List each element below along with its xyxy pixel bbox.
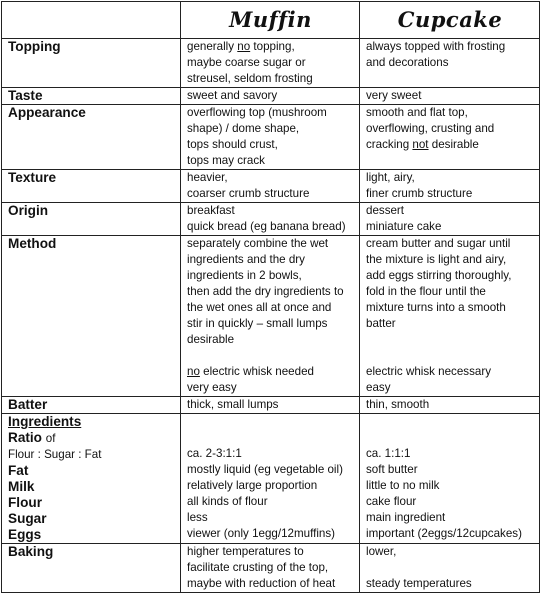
- text-line: overflowing, crusting and: [366, 122, 495, 135]
- text-line: electric whisk necessary: [366, 365, 491, 378]
- text-line: little to no milk: [366, 479, 440, 492]
- text-line: important (2eggs/12cupcakes): [366, 527, 522, 540]
- text-line: dessert: [366, 204, 405, 217]
- header-muffin: Muffin: [181, 2, 360, 39]
- row-batter: [2, 397, 540, 414]
- text-line: ca. 1:1:1: [366, 447, 411, 460]
- text-line: fold in the flour until the: [366, 285, 486, 298]
- text-line: add eggs stirring thoroughly,: [366, 269, 512, 282]
- row-label-method: Method: [2, 236, 181, 397]
- spacer: [366, 348, 534, 364]
- row-label-origin: Origin: [2, 203, 181, 236]
- text-line: and decorations: [366, 56, 449, 69]
- text-line: steady temperatures: [366, 577, 472, 590]
- header-blank-cell: [2, 2, 181, 39]
- underlined-word: not: [412, 138, 429, 151]
- text-line: tops should crust,: [187, 138, 278, 151]
- muffin-ingredients: [181, 414, 360, 544]
- row-label-texture: Texture: [2, 170, 181, 203]
- text-line: cream butter and sugar until: [366, 237, 511, 250]
- muffin-baking: [181, 544, 360, 593]
- ingredient-fat-label: Fat: [8, 463, 29, 478]
- cupcake-batter: [360, 397, 540, 414]
- muffin-topping: [181, 39, 360, 88]
- muffin-taste: [181, 88, 360, 105]
- text-line: sweet and savory: [187, 89, 278, 102]
- text-line: all kinds of flour: [187, 495, 268, 508]
- spacer: [187, 430, 354, 446]
- text-line: ca. 2-3:1:1: [187, 447, 242, 460]
- text-segment: generally: [187, 40, 238, 53]
- text-line: facilitate crusting of the top,: [187, 561, 329, 574]
- muffin-vs-cupcake-table: [1, 1, 540, 593]
- row-label-baking: Baking: [2, 544, 181, 593]
- spacer: [187, 348, 354, 364]
- text-segment: electric whisk needed: [199, 365, 314, 378]
- ingredient-eggs-label: Eggs: [8, 527, 42, 542]
- text-line: smooth and flat top,: [366, 106, 468, 119]
- text-line: always topped with frosting: [366, 40, 506, 53]
- cupcake-origin: [360, 203, 540, 236]
- text-line: finer crumb structure: [366, 187, 473, 200]
- row-method: [2, 236, 540, 397]
- ingredient-sugar-label: Sugar: [8, 511, 47, 526]
- underlined-word: no: [237, 40, 251, 53]
- muffin-method: [181, 236, 360, 397]
- text-line: mixture turns into a smooth: [366, 301, 506, 314]
- muffin-texture: [181, 170, 360, 203]
- text-line: desirable: [187, 333, 235, 346]
- text-line: then add the dry ingredients to: [187, 285, 344, 298]
- text-line: ingredients in 2 bowls,: [187, 269, 302, 282]
- row-label-batter: Batter: [2, 397, 181, 414]
- ingredient-milk-label: Milk: [8, 479, 35, 494]
- row-label-topping: Topping: [2, 39, 181, 88]
- text-line: breakfast: [187, 204, 235, 217]
- text-line: thin, smooth: [366, 398, 430, 411]
- text-line: cake flour: [366, 495, 417, 508]
- cupcake-baking: [360, 544, 540, 593]
- text-line: ingredients and the dry: [187, 253, 305, 266]
- row-origin: [2, 203, 540, 236]
- text-line: very sweet: [366, 89, 422, 102]
- row-baking: [2, 544, 540, 593]
- text-line: light, airy,: [366, 171, 415, 184]
- row-appearance: [2, 105, 540, 170]
- text-line: viewer (only 1egg/12muffins): [187, 527, 336, 540]
- text-line: easy: [366, 381, 391, 394]
- spacer: [366, 414, 534, 430]
- ratio-label: Ratio: [8, 430, 42, 445]
- ingredients-heading: Ingredients: [8, 414, 82, 429]
- muffin-origin: [181, 203, 360, 236]
- row-ingredients: [2, 414, 540, 544]
- row-label-taste: Taste: [2, 88, 181, 105]
- header-row: [2, 2, 540, 39]
- text-line: streusel, seldom frosting: [187, 72, 313, 85]
- text-line: the wet ones all at once and: [187, 301, 332, 314]
- text-segment: desirable: [428, 138, 479, 151]
- text-line: separately combine the wet: [187, 237, 329, 250]
- text-line: very easy: [187, 381, 237, 394]
- row-label-appearance: Appearance: [2, 105, 181, 170]
- row-texture: [2, 170, 540, 203]
- text-line: overflowing top (mushroom: [187, 106, 327, 119]
- row-topping: [2, 39, 540, 88]
- ingredient-flour-label: Flour: [8, 495, 42, 510]
- muffin-appearance: [181, 105, 360, 170]
- row-label-ingredients: [2, 414, 181, 544]
- ratio-formula: Flour : Sugar : Fat: [8, 448, 102, 461]
- text-line: stir in quickly – small lumps: [187, 317, 328, 330]
- muffin-batter: [181, 397, 360, 414]
- underlined-word: no: [187, 365, 200, 378]
- text-line: lower,: [366, 545, 397, 558]
- text-line: tops may crack: [187, 154, 265, 167]
- text-line: less: [187, 511, 208, 524]
- text-line: maybe with reduction of heat: [187, 577, 336, 590]
- text-line: coarser crumb structure: [187, 187, 310, 200]
- spacer: [187, 414, 354, 430]
- cupcake-taste: [360, 88, 540, 105]
- cupcake-ingredients: [360, 414, 540, 544]
- text-line: relatively large proportion: [187, 479, 318, 492]
- text-line: miniature cake: [366, 220, 442, 233]
- ratio-of-text: of: [45, 432, 56, 445]
- text-line: maybe coarse sugar or: [187, 56, 306, 69]
- text-line: higher temperatures to: [187, 545, 304, 558]
- text-line: shape) / dome shape,: [187, 122, 300, 135]
- text-line: thick, small lumps: [187, 398, 279, 411]
- text-line: batter: [366, 317, 396, 330]
- header-cupcake: Cupcake: [360, 2, 540, 39]
- text-line: the mixture is light and airy,: [366, 253, 507, 266]
- text-segment: cracking: [366, 138, 413, 151]
- text-line: main ingredient: [366, 511, 446, 524]
- row-taste: [2, 88, 540, 105]
- cupcake-texture: [360, 170, 540, 203]
- text-line: mostly liquid (eg vegetable oil): [187, 463, 343, 476]
- text-line: heavier,: [187, 171, 228, 184]
- cupcake-method: [360, 236, 540, 397]
- cupcake-appearance: [360, 105, 540, 170]
- spacer: [366, 332, 534, 348]
- text-line: soft butter: [366, 463, 418, 476]
- spacer: [366, 560, 534, 576]
- text-segment: topping,: [250, 40, 295, 53]
- spacer: [366, 430, 534, 446]
- cupcake-topping: [360, 39, 540, 88]
- text-line: quick bread (eg banana bread): [187, 220, 346, 233]
